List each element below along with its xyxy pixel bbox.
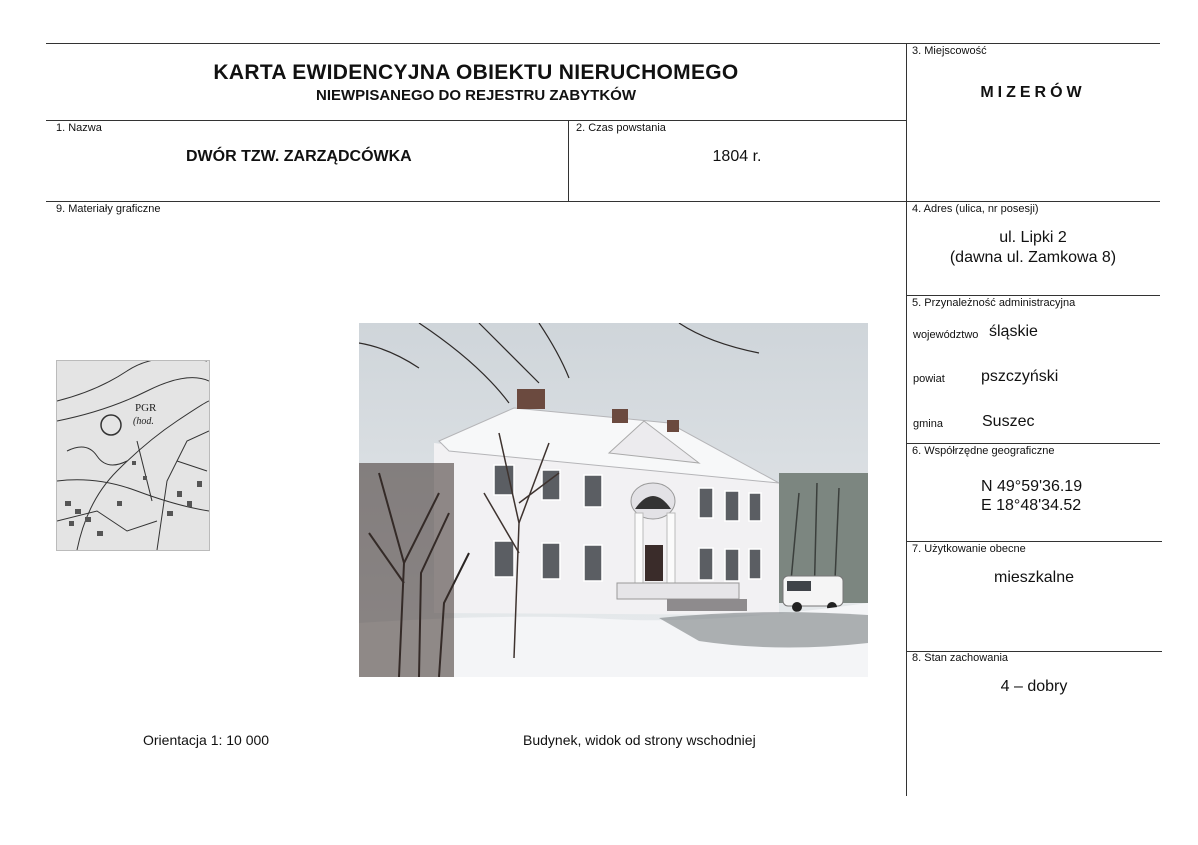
card-title: KARTA EWIDENCYJNA OBIEKTU NIERUCHOMEGO: [213, 61, 739, 84]
admin-label: 5. Przynależność administracyjna: [912, 297, 1076, 309]
map-label-hod: (hod.: [133, 416, 154, 427]
map-caption: Orientacja 1: 10 000: [143, 732, 270, 748]
county-label: powiat: [913, 373, 945, 385]
coords-n: N 49°59'36.19: [981, 478, 1083, 495]
commune-label: gmina: [913, 418, 943, 430]
condition-value: 4 – dobry: [1000, 678, 1068, 695]
name-label: 1. Nazwa: [56, 122, 102, 134]
date-value: 1804 r.: [712, 148, 762, 165]
title-bottom-line: [46, 120, 906, 121]
location-map-image: [56, 360, 210, 551]
address-line2: (dawna ul. Zamkowa 8): [949, 249, 1117, 266]
address-bottom-line: [906, 295, 1160, 296]
voivodeship-label: województwo: [913, 329, 979, 341]
photo-caption: Budynek, widok od strony wschodniej: [523, 732, 756, 748]
top-border-line: [46, 43, 1160, 44]
name-bottom-line: [46, 201, 1160, 202]
usage-label: 7. Użytkowanie obecne: [912, 543, 1026, 555]
commune-value: Suszec: [982, 413, 1035, 430]
usage-value: mieszkalne: [993, 569, 1075, 586]
voivodeship-value: śląskie: [989, 323, 1038, 340]
coords-label: 6. Współrzędne geograficzne: [912, 445, 1055, 457]
address-label: 4. Adres (ulica, nr posesji): [912, 203, 1039, 215]
coords-e: E 18°48'34.52: [981, 497, 1082, 514]
map-drawing: [57, 361, 209, 550]
coords-bottom-line: [906, 541, 1162, 542]
graphics-label: 9. Materiały graficzne: [56, 203, 161, 215]
map-label-pgr: PGR: [135, 402, 157, 414]
card-subtitle: NIEWPISANEGO DO REJESTRU ZABYTKÓW: [315, 87, 637, 104]
locality-label: 3. Miejscowość: [912, 45, 987, 57]
admin-bottom-line: [906, 443, 1160, 444]
photo-drawing: [359, 323, 868, 677]
building-photo: [359, 323, 868, 677]
name-value: DWÓR TZW. ZARZĄDCÓWKA: [186, 148, 412, 165]
condition-label: 8. Stan zachowania: [912, 652, 1009, 664]
address-line1: ul. Lipki 2: [999, 229, 1067, 246]
county-value: pszczyński: [981, 368, 1059, 385]
locality-value: MIZERÓW: [980, 84, 1086, 101]
date-label: 2. Czas powstania: [576, 122, 666, 134]
